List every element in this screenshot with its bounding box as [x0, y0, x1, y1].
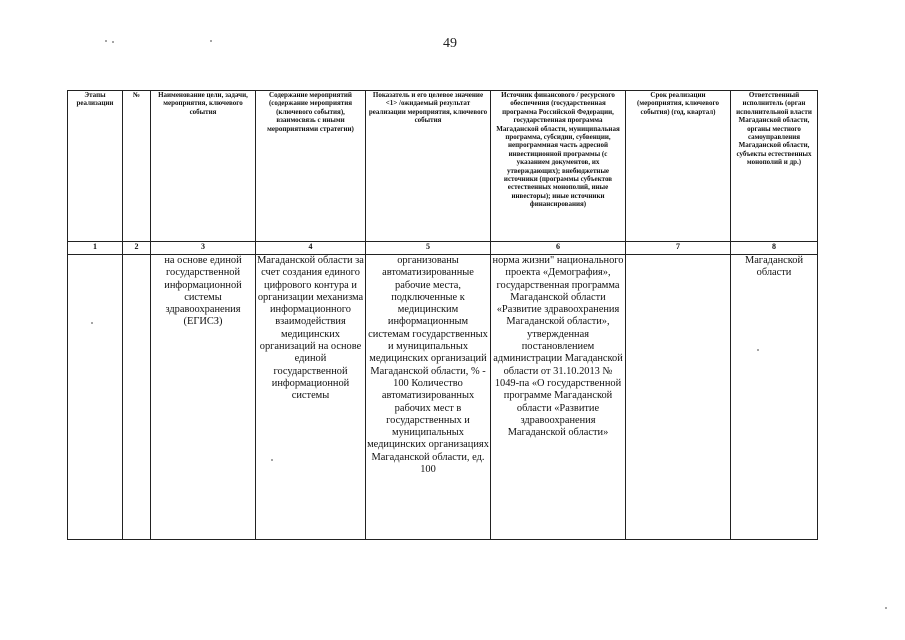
cell-number	[123, 255, 151, 540]
cell-measure-content: Магаданской области за счет создания единого цифрового контура и организации механизма информационного взаимодействия медицинских организаций на основе единой государственной информационной системы	[256, 255, 366, 540]
scan-speck	[757, 349, 759, 351]
column-number: 6	[491, 242, 626, 255]
column-number: 8	[731, 242, 818, 255]
header-funding-source: Источник финансового / ресурсного обеспечения (государственная программа Российской Федерации, государственная программа Магаданской области, муниципальная программа, субсидии, субвенции, непрограммная часть адресной инвестиционной программы (с указанием документов, их утверждающих); внебюджетные источники (программы субъектов естественных монополий, иные инвесторы); иные источники финансирования)	[491, 91, 626, 242]
header-responsible: Ответственный исполнитель (орган исполнительной власти Магаданской области, органы местного самоуправления Магаданской области, субъекты естественных монополий и др.)	[731, 91, 818, 242]
table-header-row	[68, 91, 818, 242]
scan-speck	[271, 459, 273, 461]
scan-speck	[210, 40, 212, 42]
cell-goal-name: на основе единой государственной информационной системы здравоохранения (ЕГИСЗ)	[151, 255, 256, 540]
cell-responsible: Магаданской области	[731, 255, 818, 540]
cell-deadline	[626, 255, 731, 540]
header-measure-content: Содержание мероприятий (содержание мероприятия (ключевого события), взаимосвязь с иными мероприятиями стратегии)	[256, 91, 366, 242]
header-deadline: Срок реализации (мероприятия, ключевого события) (год, квартал)	[626, 91, 731, 242]
cell-funding-source: норма жизни" национального проекта «Демография», государственная программа Магаданской области «Развитие здравоохранения Магаданской области», утвержденная постановлением администрации Магаданской области от 31.10.2013 № 1049-па «О государственной программе Магаданской области «Развитие здравоохранения Магаданской области»	[491, 255, 626, 540]
page-number: 49	[443, 36, 457, 51]
header-goal-name: Наименование цели, задачи, мероприятия, ключевого события	[151, 91, 256, 242]
scan-speck	[885, 607, 887, 609]
strategy-table	[67, 90, 818, 540]
cell-stages	[68, 255, 123, 540]
header-indicator: Показатель и его целевое значение <1> /ожидаемый результат реализации мероприятия, ключевого события	[366, 91, 491, 242]
table-row	[68, 255, 818, 540]
column-number: 7	[626, 242, 731, 255]
scan-speck	[112, 41, 114, 43]
header-number: №	[123, 91, 151, 242]
scan-speck	[91, 322, 93, 324]
column-number: 2	[123, 242, 151, 255]
header-stages: Этапы реализации	[68, 91, 123, 242]
scan-speck	[105, 40, 107, 42]
column-number-row	[68, 242, 818, 255]
column-number: 1	[68, 242, 123, 255]
cell-indicator: организованы автоматизированные рабочие места, подключенные к медицинским информационным системам государственных и муниципальных медицинских организаций Магаданской области, % - 100 Количество автоматизированных рабочих мест в государственных и муниципальных медицинских организациях Магаданской области, ед. 100	[366, 255, 491, 540]
column-number: 3	[151, 242, 256, 255]
column-number: 5	[366, 242, 491, 255]
column-number: 4	[256, 242, 366, 255]
